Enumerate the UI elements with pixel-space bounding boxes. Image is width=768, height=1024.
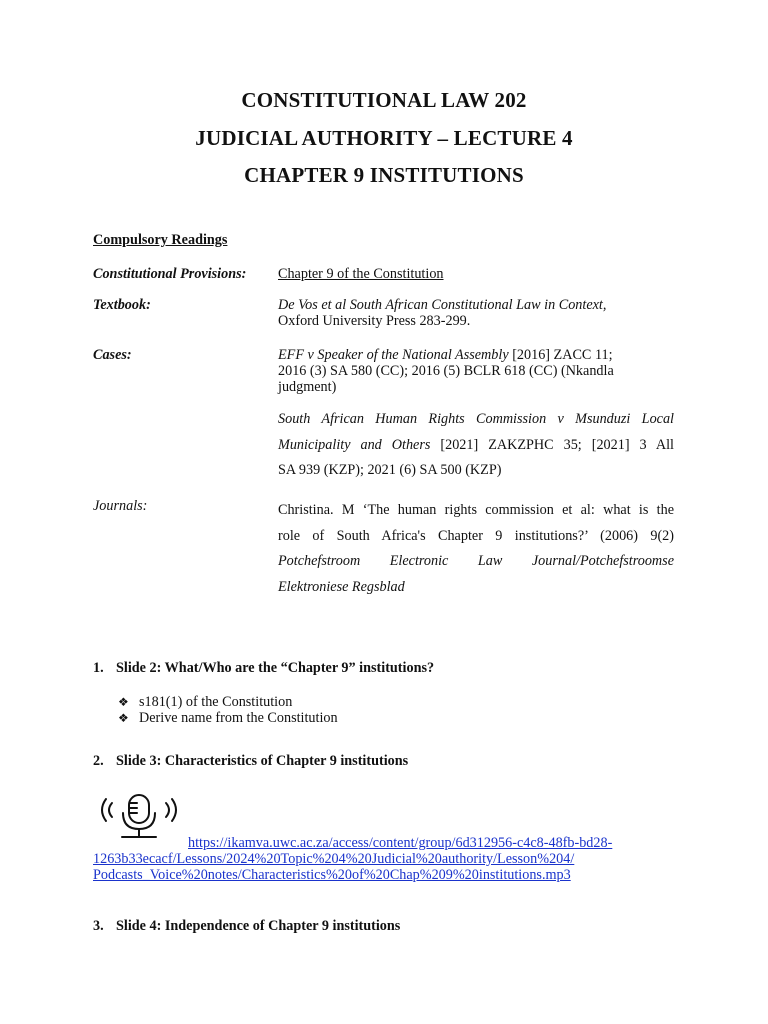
podcast-link-part3[interactable]: Podcasts_Voice%20notes/Characteristics%20of%20Chap%209%20institutions.mp3 bbox=[93, 867, 571, 883]
case-2-line1: South African Human Rights Commission v Msunduzi Local bbox=[278, 411, 674, 427]
slide-item-2-number: 2. bbox=[93, 753, 104, 769]
course-title: CONSTITUTIONAL LAW 202 bbox=[241, 88, 527, 112]
bullet-diamond-icon: ❖ bbox=[118, 695, 129, 709]
slide-item-3-number: 3. bbox=[93, 918, 104, 934]
cases-label: Cases: bbox=[93, 347, 132, 363]
slide-item-2-text: Slide 3: Characteristics of Chapter 9 institutions bbox=[116, 753, 409, 769]
slide-item-1-text: Slide 2: What/Who are the “Chapter 9” institutions? bbox=[116, 660, 435, 676]
slide-item-3 bbox=[93, 918, 400, 934]
textbook-value bbox=[278, 297, 674, 329]
lecture-title: JUDICIAL AUTHORITY – LECTURE 4 bbox=[195, 126, 573, 150]
case-2-citation: [2021] ZAKZPHC 35; [2021] 3 All bbox=[430, 436, 674, 453]
journals-label: Journals: bbox=[93, 498, 148, 514]
podcast-link-line3[interactable] bbox=[93, 867, 571, 883]
provisions-label: Constitutional Provisions: bbox=[93, 266, 247, 282]
slide-item-3-text: Slide 4: Independence of Chapter 9 institutions bbox=[116, 918, 401, 934]
journal-entry bbox=[278, 498, 674, 600]
textbook-label: Textbook: bbox=[93, 297, 151, 313]
case-1 bbox=[278, 347, 674, 395]
slide-item-2 bbox=[93, 753, 408, 769]
bullet-2-text: Derive name from the Constitution bbox=[139, 710, 338, 726]
journal-line1: Christina. M ‘The human rights commission et al: what is the bbox=[278, 502, 674, 518]
bullet-item-2 bbox=[118, 710, 338, 726]
bullet-item-1 bbox=[118, 694, 292, 710]
microphone-podcast-icon[interactable] bbox=[100, 793, 178, 839]
textbook-title: De Vos et al South African Constitutional Law in Context, bbox=[278, 297, 607, 313]
slide-item-1 bbox=[93, 660, 434, 676]
podcast-link-line1[interactable] bbox=[188, 835, 612, 851]
journal-line2: role of South Africa's Chapter 9 institutions?’ (2006) 9(2) bbox=[278, 527, 674, 544]
readings-heading: Compulsory Readings bbox=[93, 232, 228, 248]
case-1-name: EFF v Speaker of the National Assembly bbox=[278, 347, 509, 363]
podcast-link-line2[interactable] bbox=[93, 851, 574, 867]
case-1-citation: [2016] ZACC 11; bbox=[508, 347, 613, 363]
bullet-1-text: s181(1) of the Constitution bbox=[139, 694, 293, 710]
provisions-value: Chapter 9 of the Constitution bbox=[278, 266, 444, 282]
podcast-link-part2[interactable]: 1263b33ecacf/Lessons/2024%20Topic%204%20Judicial%20authority/Lesson%204/ bbox=[93, 851, 575, 867]
journal-line4: Elektroniese Regsblad bbox=[278, 578, 405, 595]
chapter-title: CHAPTER 9 INSTITUTIONS bbox=[244, 163, 524, 187]
journal-line3: Potchefstroom Electronic Law Journal/Potchefstroomse bbox=[278, 553, 674, 569]
textbook-publisher: Oxford University Press 283-299. bbox=[278, 313, 471, 329]
case-1-line2: 2016 (3) SA 580 (CC); 2016 (5) BCLR 618 (CC) (Nkandla bbox=[278, 363, 614, 379]
podcast-link-part1[interactable]: https://ikamva.uwc.ac.za/access/content/group/6d312956-c4c8-48fb-bd28- bbox=[188, 835, 613, 851]
case-2-line3: SA 939 (KZP); 2021 (6) SA 500 (KZP) bbox=[278, 462, 502, 478]
bullet-diamond-icon: ❖ bbox=[118, 711, 129, 725]
case-1-line3: judgment) bbox=[278, 379, 337, 395]
case-2 bbox=[278, 407, 674, 484]
slide-item-1-number: 1. bbox=[93, 660, 104, 676]
case-2-name-cont: Municipality and Others bbox=[278, 436, 431, 453]
